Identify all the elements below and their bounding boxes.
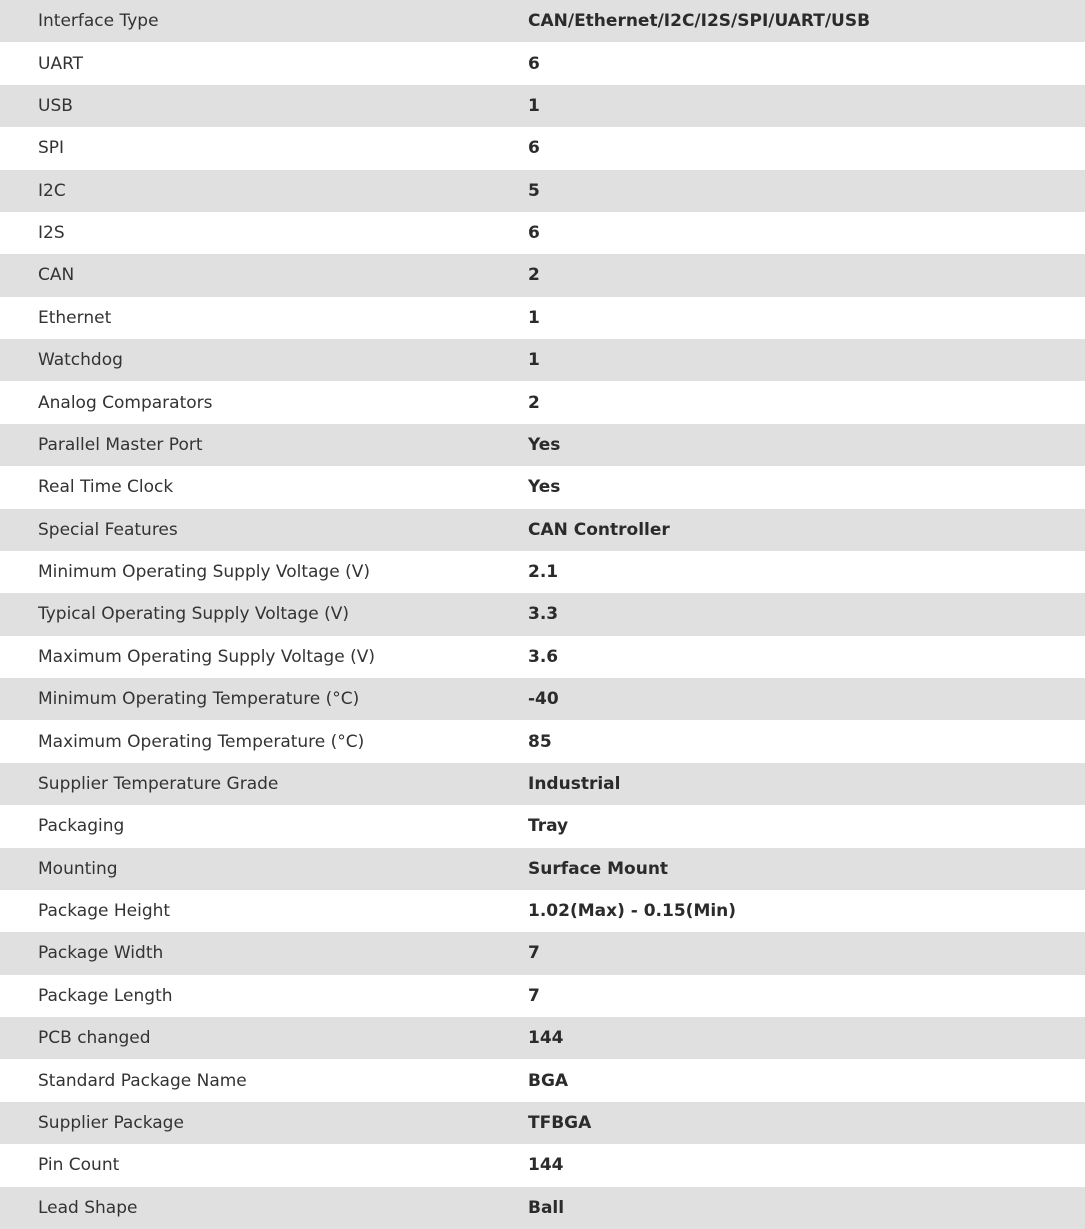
spec-row-uart [0,42,1085,84]
spec-value: 3.6 [528,646,559,667]
spec-label: Package Width [38,943,164,964]
spec-label: PCB changed [38,1028,151,1049]
spec-value: CAN Controller [528,519,670,540]
spec-value: 1 [528,350,540,371]
spec-label: I2C [38,180,66,201]
spec-value: 1 [528,95,540,116]
spec-label: Minimum Operating Supply Voltage (V) [38,562,370,583]
spec-label: Pin Count [38,1155,120,1176]
spec-row-min-temperature [0,678,1085,720]
spec-label: Parallel Master Port [38,434,203,455]
spec-label: CAN [38,265,75,286]
spec-row-mounting [0,848,1085,890]
spec-value: Surface Mount [528,858,669,879]
spec-label: I2S [38,223,65,244]
spec-value: 6 [528,53,540,74]
spec-value: 85 [528,731,552,752]
spec-label: Typical Operating Supply Voltage (V) [38,604,349,625]
spec-row-pin-count [0,1144,1085,1186]
spec-label: UART [38,53,84,74]
spec-row-real-time-clock [0,466,1085,508]
spec-row-packaging [0,805,1085,847]
spec-label: Packaging [38,816,125,837]
spec-value: 7 [528,943,540,964]
spec-value: Yes [528,477,561,498]
spec-row-standard-package-name [0,1059,1085,1101]
spec-row-analog-comparators [0,381,1085,423]
spec-row-package-length [0,975,1085,1017]
spec-row-i2c [0,170,1085,212]
spec-row-parallel-master-port [0,424,1085,466]
spec-row-pcb-changed [0,1017,1085,1059]
spec-label: SPI [38,138,65,159]
spec-value: 144 [528,1028,564,1049]
spec-value: Yes [528,434,561,455]
spec-value: Tray [528,816,569,837]
spec-value: 2 [528,392,540,413]
spec-row-lead-shape [0,1187,1085,1229]
spec-row-interface-type [0,0,1085,42]
spec-label: Standard Package Name [38,1070,247,1091]
spec-row-min-supply-voltage [0,551,1085,593]
spec-value: Industrial [528,773,621,794]
spec-row-typ-supply-voltage [0,593,1085,635]
spec-row-watchdog [0,339,1085,381]
spec-value: 3.3 [528,604,559,625]
spec-row-supplier-package [0,1102,1085,1144]
spec-value: 2 [528,265,540,286]
spec-value: CAN/Ethernet/I2C/I2S/SPI/UART/USB [528,11,871,32]
spec-row-can [0,254,1085,296]
spec-label: Minimum Operating Temperature (°C) [38,689,360,710]
spec-value: -40 [528,689,559,710]
spec-row-spi [0,127,1085,169]
spec-row-max-temperature [0,720,1085,762]
spec-label: Maximum Operating Supply Voltage (V) [38,646,375,667]
spec-label: Package Length [38,985,173,1006]
spec-value: Ball [528,1197,565,1218]
spec-label: Analog Comparators [38,392,213,413]
spec-value: 5 [528,180,540,201]
spec-label: Special Features [38,519,178,540]
spec-row-max-supply-voltage [0,636,1085,678]
spec-value: 6 [528,223,540,244]
spec-row-package-width [0,932,1085,974]
spec-label: Mounting [38,858,118,879]
spec-row-i2s [0,212,1085,254]
spec-row-package-height [0,890,1085,932]
spec-row-usb [0,85,1085,127]
spec-label: Interface Type [38,11,159,32]
spec-label: Supplier Temperature Grade [38,773,279,794]
spec-label: Maximum Operating Temperature (°C) [38,731,365,752]
spec-value: 6 [528,138,540,159]
spec-value: BGA [528,1070,569,1091]
spec-value: 7 [528,985,540,1006]
spec-value: 2.1 [528,562,559,583]
spec-row-ethernet [0,297,1085,339]
spec-label: Supplier Package [38,1112,184,1133]
spec-label: Ethernet [38,307,112,328]
spec-value: 1.02(Max) - 0.15(Min) [528,901,737,922]
spec-label: Watchdog [38,350,123,371]
spec-value: 1 [528,307,540,328]
spec-label: Real Time Clock [38,477,174,498]
spec-value: 144 [528,1155,564,1176]
spec-value: TFBGA [528,1112,592,1133]
spec-row-special-features [0,509,1085,551]
spec-label: USB [38,95,73,116]
spec-label: Lead Shape [38,1197,138,1218]
spec-label: Package Height [38,901,171,922]
spec-row-temperature-grade [0,763,1085,805]
